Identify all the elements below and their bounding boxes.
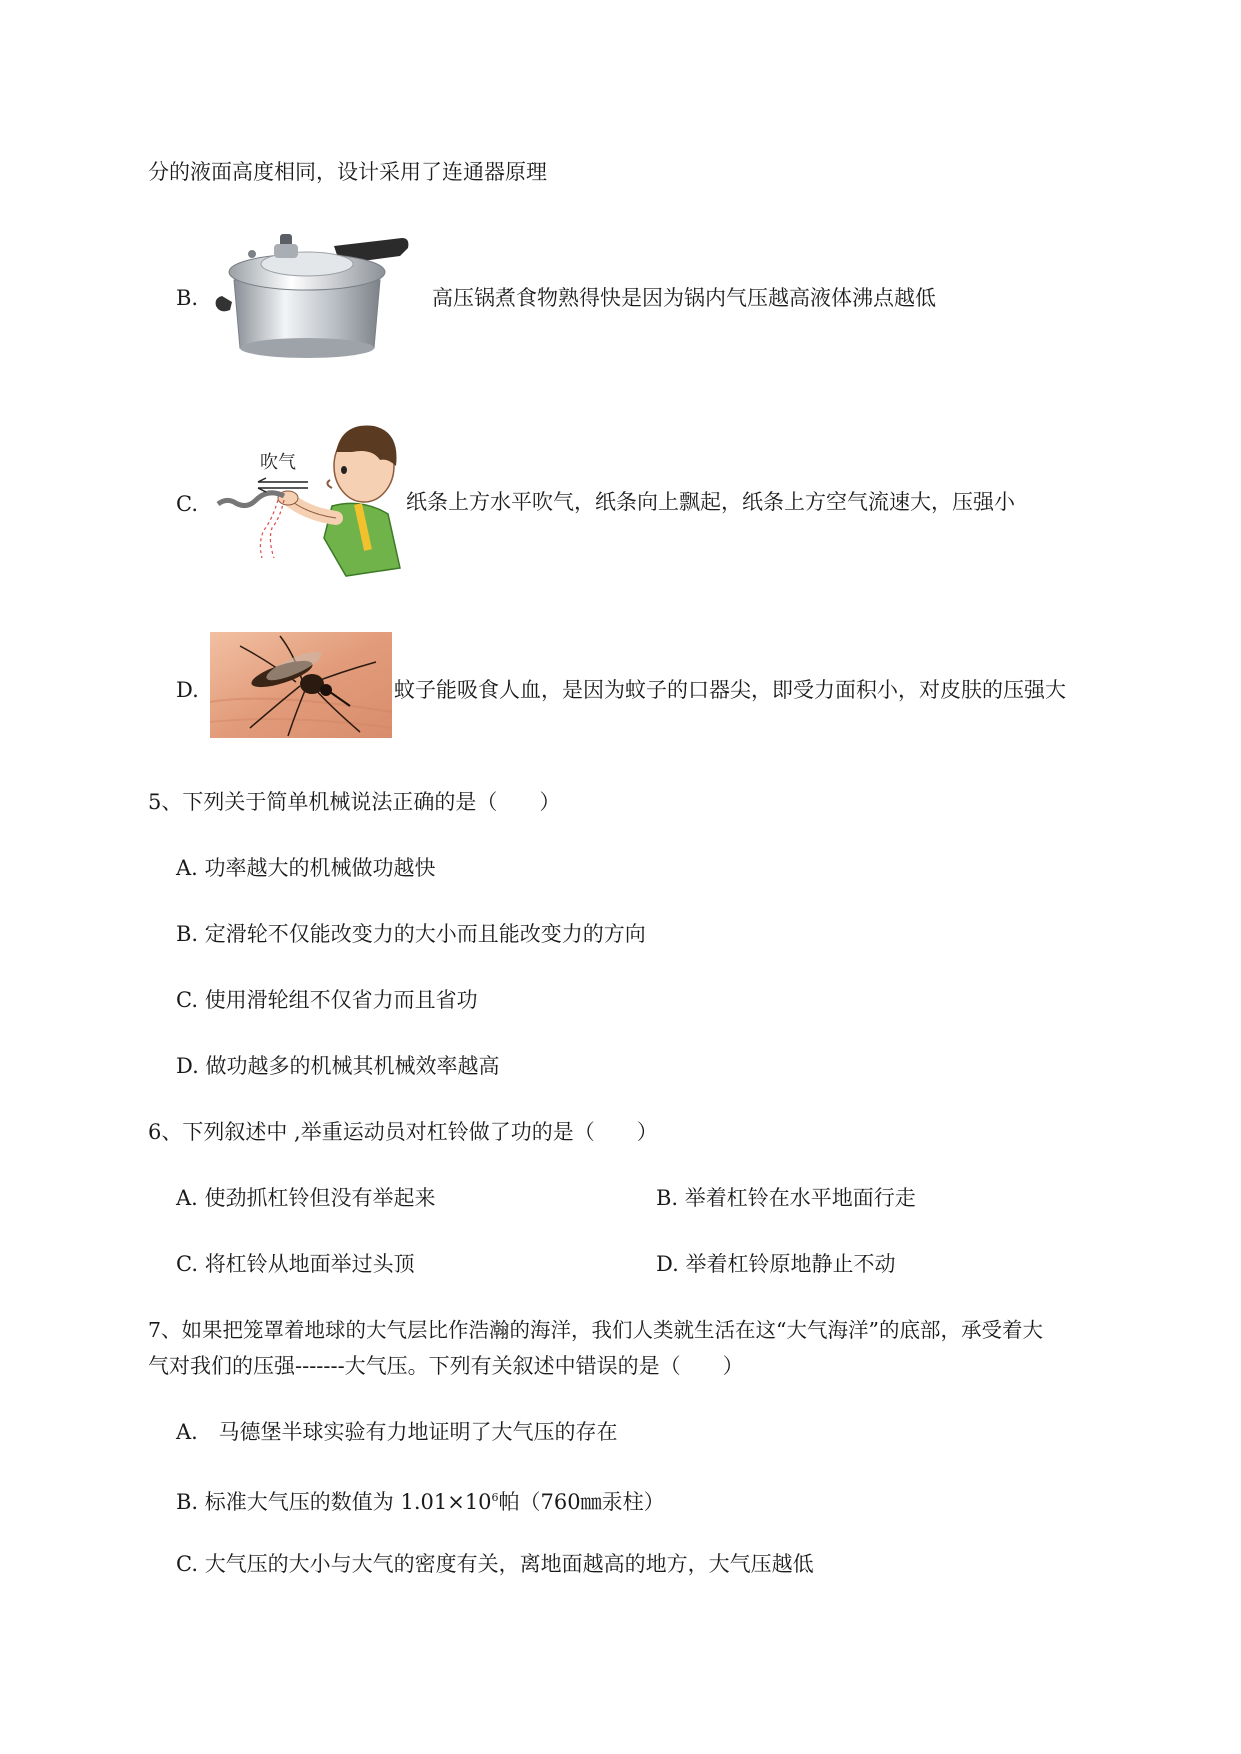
option-label: C.: [176, 1252, 198, 1276]
q4-option-b-text: 高压锅煮食物熟得快是因为锅内气压越高液体沸点越低: [432, 286, 936, 310]
q7-option-a: [176, 1418, 618, 1446]
option-label: B.: [176, 1490, 199, 1514]
option-label: B.: [656, 1186, 679, 1210]
option-label: D.: [176, 1054, 199, 1078]
option-label: C.: [176, 1552, 198, 1576]
q7-option-b: [176, 1484, 665, 1516]
q7-stem-line-1: 7、如果把笼罩着地球的大气层比作浩瀚的海洋，我们人类就生活在这“大气海洋”的底部，承受着大: [148, 1318, 1044, 1342]
q5-stem: 5、下列关于简单机械说法正确的是（ ）: [148, 790, 561, 814]
q4-option-b-label: B.: [176, 286, 199, 310]
blow-caption: 吹气: [260, 452, 296, 473]
q4-option-d-label: D.: [176, 678, 199, 702]
q6-stem: 6、下列叙述中 ,举重运动员对杠铃做了功的是（ ）: [148, 1120, 658, 1144]
q5-option-a: [176, 854, 436, 882]
q4-option-c-text: 纸条上方水平吹气，纸条向上飘起，纸条上方空气流速大，压强小: [406, 490, 1015, 514]
q7-option-c: [176, 1550, 814, 1578]
option-label: A.: [176, 856, 198, 880]
q4-option-c-label: C.: [176, 492, 198, 516]
option-text: 使用滑轮组不仅省力而且省功: [204, 988, 478, 1012]
option-text: 举着杠铃原地静止不动: [685, 1252, 896, 1276]
option-text-before: 标准大气压的数值为 1.01×10: [204, 1490, 492, 1514]
mosquito-on-skin-image: [210, 632, 392, 738]
option-text: 做功越多的机械其机械效率越高: [205, 1054, 500, 1078]
option-text: 大气压的大小与大气的密度有关，离地面越高的地方，大气压越低: [204, 1552, 814, 1576]
option-text: 马德堡半球实验有力地证明了大气压的存在: [218, 1420, 618, 1444]
q4-option-d-text: 蚊子能吸食人血，是因为蚊子的口器尖，即受力面积小，对皮肤的压强大: [394, 678, 1066, 702]
exponent: 6: [491, 1491, 499, 1504]
q6-option-b: [656, 1184, 916, 1212]
option-label: A.: [176, 1420, 198, 1444]
q5-option-c: [176, 986, 478, 1014]
q6-option-c: [176, 1250, 415, 1278]
option-text: 定滑轮不仅能改变力的大小而且能改变力的方向: [204, 922, 646, 946]
option-text: 将杠铃从地面举过头顶: [204, 1252, 415, 1276]
q6-option-a: [176, 1184, 436, 1212]
q5-option-b: [176, 920, 646, 948]
option-text: 功率越大的机械做功越快: [204, 856, 436, 880]
q5-option-d: [176, 1052, 499, 1080]
q4-option-a-continuation: 分的液面高度相同，设计采用了连通器原理: [148, 160, 547, 184]
q6-option-d: [656, 1250, 895, 1278]
pressure-cooker-image: [214, 224, 410, 366]
option-text: 使劲抓杠铃但没有举起来: [204, 1186, 436, 1210]
boy-blowing-paper-image: [212, 418, 404, 578]
q7-stem-line-2: 气对我们的压强-------大气压。下列有关叙述中错误的是（ ）: [148, 1354, 744, 1378]
option-label: D.: [656, 1252, 679, 1276]
option-label: C.: [176, 988, 198, 1012]
option-text: 举着杠铃在水平地面行走: [684, 1186, 916, 1210]
option-label: B.: [176, 922, 199, 946]
option-text-after: 帕（760㎜汞柱）: [498, 1490, 665, 1514]
option-label: A.: [176, 1186, 198, 1210]
